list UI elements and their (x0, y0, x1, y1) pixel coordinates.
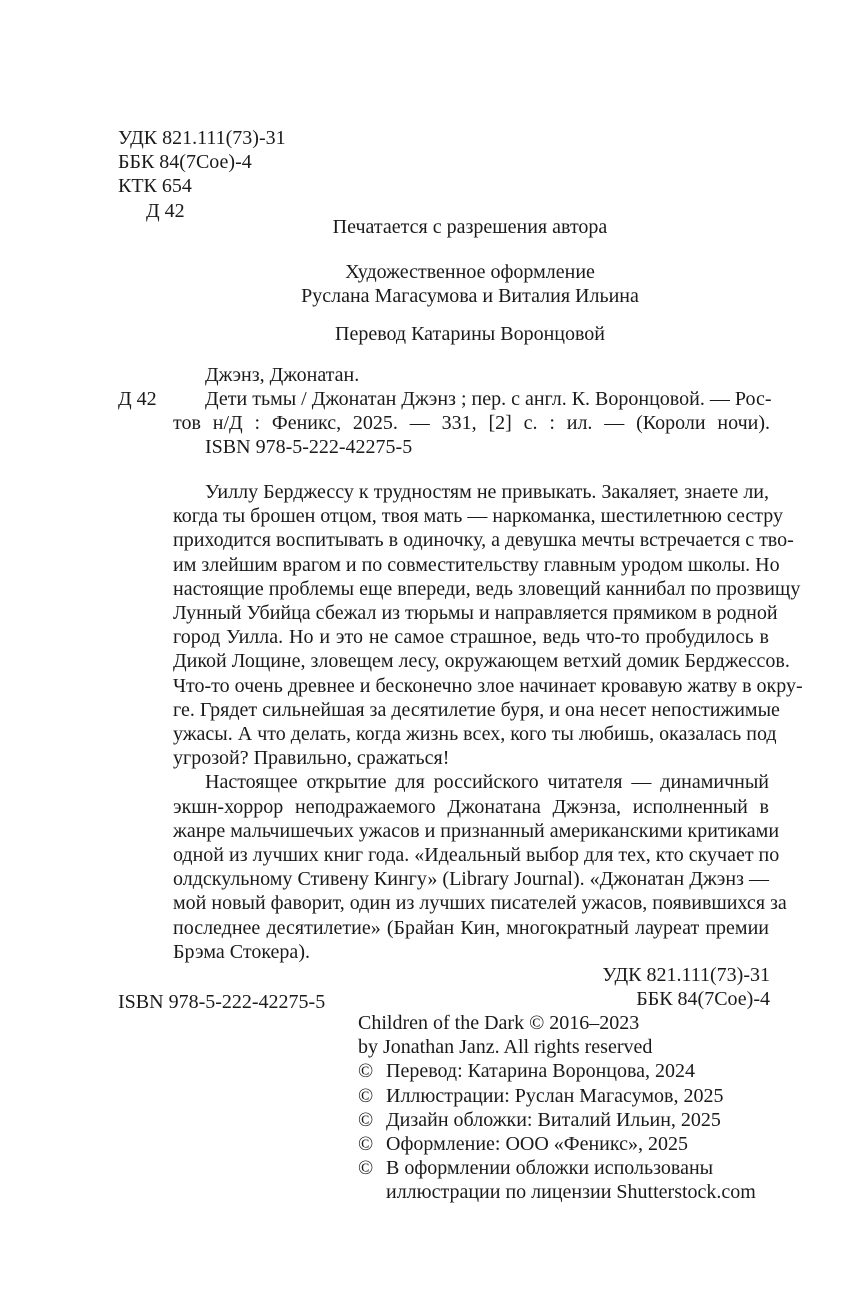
copyright-entry-text: Иллюстрации: Руслан Магасумов, 2025 (386, 1084, 724, 1107)
copyright-entry-text: Дизайн обложки: Виталий Ильин, 2025 (386, 1108, 721, 1131)
annotation-line: когда ты брошен отцом, твоя мать — наркоманка, шестилетнюю сестру (173, 505, 784, 528)
annotation-line: город Уилла. Но и это не самое страшное, ведь что-то пробудилось в (173, 626, 769, 649)
copyright-symbol-icon: © (358, 1157, 374, 1180)
copyright-entry-text: В оформлении обложки использованы (386, 1157, 714, 1180)
annotation-line: мой новый фаворит, один из лучших писателей ужасов, появившихся за (173, 892, 787, 915)
classification-block (118, 126, 286, 223)
isbn-bottom: ISBN 978-5-222-42275-5 (118, 991, 326, 1013)
copyright-entry (358, 1156, 778, 1180)
annotation-line: жанре мальчишечьих ужасов и признанный американскими критиками (173, 819, 780, 842)
annotation-line: Что-то очень древнее и бесконечно злое начинает кровавую жатву в окру- (173, 674, 803, 697)
annotation-line: им злейшим врагом и по совместительству главным уродом школы. Но (173, 553, 780, 576)
annotation-line: приходится воспитывать в одиночку, а девушка мечты встречается с тво- (173, 529, 794, 552)
copyright-symbol-icon: © (358, 1133, 374, 1156)
annotation-line: последнее десятилетие» (Брайан Кин, многократный лауреат премии (173, 916, 769, 939)
credits-block (170, 215, 770, 346)
catalog-author-heading: Джэнз, Джонатан. (205, 364, 360, 386)
bbk-code-repeat: ББК 84(7Сое)-4 (636, 988, 770, 1011)
copyright-entry (358, 1132, 778, 1156)
annotation-line: экшн-хоррор неподражаемого Джонатана Джэнза, исполненный в (173, 795, 769, 818)
annotation-line: Брэма Стокера). (173, 940, 310, 963)
copyright-continuation: иллюстрации по лицензии Shutterstock.com (386, 1181, 756, 1204)
annotation (173, 480, 803, 964)
copyright-symbol-icon: © (358, 1060, 374, 1083)
annotation-line: Лунный Убийца сбежал из тюрьмы и направляется прямиком в родной (173, 602, 778, 625)
copyright-original: Children of the Dark © 2016–2023 (358, 1012, 640, 1034)
annotation-line: настоящие проблемы еще впереди, ведь зловещий каннибал по прозвищу (173, 577, 801, 600)
catalog-entry (173, 387, 770, 460)
annotation-line: ге. Грядет сильнейшая за десятилетие буря, и она несет непостижимые (173, 698, 780, 721)
udk-code-repeat: УДК 821.111(73)-31 (602, 964, 770, 986)
copyright-entry (358, 1084, 778, 1108)
annotation-line: Уиллу Берджессу к трудностям не привыкать. Закаляет, знаете ли, (205, 481, 769, 503)
ktk-code: КТК 654 (118, 175, 192, 198)
author-mark: Д 42 (146, 199, 185, 222)
catalog-mark: Д 42 (118, 388, 157, 410)
udk-code: УДК 821.111(73)-31 (118, 127, 286, 149)
copyright-entry-text: Перевод: Катарина Воронцова, 2024 (386, 1060, 696, 1083)
copyright-symbol-icon: © (358, 1084, 374, 1107)
design-title: Художественное оформление (345, 261, 595, 284)
annotation-line: одной из лучших книг года. «Идеальный выбор для тех, кто скучает по (173, 844, 780, 867)
translation-credit: Перевод Катарины Воронцовой (335, 322, 605, 345)
copyright-entry-text: Оформление: ООО «Феникс», 2025 (386, 1133, 688, 1156)
annotation-line: олдскульному Стивену Кингу» (Library Journal). «Джонатан Джэнз — (173, 868, 769, 891)
copyright-block (358, 1011, 778, 1205)
permission-note: Печатается с разрешения автора (332, 216, 608, 238)
copyright-symbol-icon: © (358, 1108, 374, 1131)
bbk-code: ББК 84(7Сое)-4 (118, 151, 252, 174)
copyright-original: by Jonathan Janz. All rights reserved (358, 1036, 653, 1059)
copyright-entry (358, 1059, 778, 1083)
classification-repeat (602, 963, 770, 1011)
design-names: Руслана Магасумова и Виталия Ильина (301, 285, 639, 308)
catalog-line: Дети тьмы / Джонатан Джэнз ; пер. с англ. К. Воронцовой. — Рос- (205, 388, 772, 410)
annotation-line: Настоящее открытие для российского читателя — динамичный (205, 771, 769, 794)
catalog-line: тов н/Д : Феникс, 2025. — 331, [2] с. : ил. — (Короли ночи). (173, 412, 770, 435)
catalog-isbn: ISBN 978-5-222-42275-5 (205, 436, 413, 459)
annotation-line: Дикой Лощине, зловещем лесу, окружающем ветхий домик Берджессов. (173, 650, 790, 673)
annotation-line: ужасы. А что делать, когда жизнь всех, кого ты любишь, оказалась под (173, 723, 777, 746)
annotation-line: угрозой? Правильно, сражаться! (173, 747, 450, 770)
copyright-entry (358, 1108, 778, 1132)
